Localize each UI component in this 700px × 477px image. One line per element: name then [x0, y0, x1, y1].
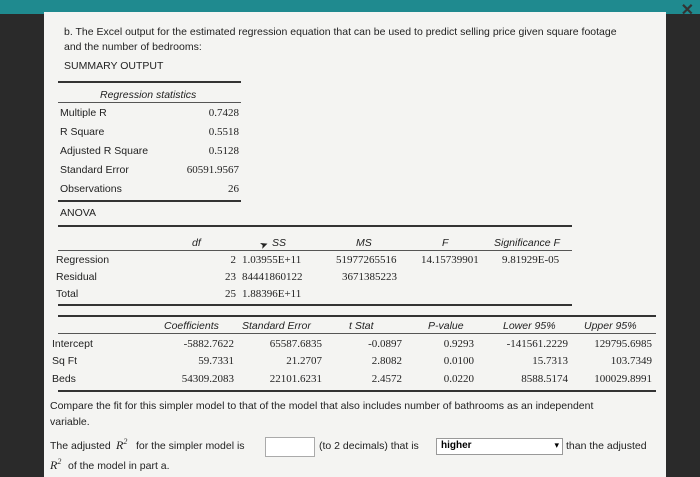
coef-header-lower: Lower 95% — [503, 320, 556, 332]
anova-header-ms: MS — [356, 237, 372, 249]
coef-pvalue: 0.0220 — [443, 373, 474, 385]
coef-row-label: Intercept — [52, 338, 93, 350]
coef-row-label: Beds — [52, 373, 76, 385]
anova-bottom-rule — [58, 304, 572, 306]
coef-header-coefficients: Coefficients — [164, 320, 219, 332]
anova-ms: 51977265516 — [336, 254, 397, 266]
anova-row-label: Total — [56, 288, 79, 300]
stat-value: 0.7428 — [208, 107, 239, 119]
anova-ms: 3671385223 — [342, 271, 397, 283]
prompt-line-2: and the number of bedrooms: — [64, 41, 202, 53]
anova-row-label: Residual — [56, 271, 97, 283]
anova-sig: 9.81929E-05 — [502, 254, 560, 266]
anova-header-df: df — [192, 237, 201, 249]
answer-prefix: The adjusted — [50, 440, 111, 452]
comparison-select-value: higher — [441, 440, 472, 451]
coef-tstat: -0.0897 — [368, 338, 402, 350]
coef-se: 65587.6835 — [269, 338, 322, 350]
answer-last-line: of the model in part a. — [68, 460, 170, 472]
anova-header-sig: Significance F — [494, 237, 560, 249]
coef-lower: -141561.2229 — [506, 338, 568, 350]
coef-upper: 100029.8991 — [594, 373, 652, 385]
anova-row-label: Regression — [56, 254, 110, 266]
coef-header-se: Standard Error — [242, 320, 311, 332]
compare-line-1: Compare the fit for this simpler model to that of the model that also includes number of bathrooms as an independent — [50, 400, 594, 412]
anova-df: 25 — [225, 288, 236, 300]
anova-f: 14.15739901 — [421, 254, 479, 266]
stats-top-rule — [58, 81, 241, 83]
coef-lower: 8588.5174 — [521, 373, 568, 385]
coef-se: 21.2707 — [286, 355, 322, 367]
stat-label: Adjusted R Square — [60, 145, 149, 157]
summary-output-label: SUMMARY OUTPUT — [64, 60, 164, 72]
anova-df: 2 — [230, 254, 236, 266]
anova-ss: 1.03955E+11 — [242, 254, 302, 266]
coef-pvalue: 0.0100 — [443, 355, 474, 367]
anova-top-rule — [58, 225, 572, 227]
close-icon[interactable]: ✕ — [680, 2, 694, 19]
anova-df: 23 — [225, 271, 236, 283]
coef-row-label: Sq Ft — [52, 355, 78, 367]
anova-header-ss: SS — [272, 237, 287, 249]
stat-label: R Square — [60, 126, 105, 138]
stat-value: 0.5128 — [208, 145, 239, 157]
anova-ss: 1.88396E+11 — [242, 288, 302, 300]
coef-tstat: 2.4572 — [371, 373, 402, 385]
stats-header-rule — [58, 102, 241, 103]
r2-symbol-2: $R^2$ — [50, 457, 62, 472]
adjusted-r2-input[interactable] — [265, 437, 315, 457]
stat-label: Multiple R — [60, 107, 107, 119]
anova-ss: 84441860122 — [242, 271, 303, 283]
stat-value: 60591.9567 — [186, 164, 239, 176]
answer-suffix: than the adjusted — [566, 440, 647, 452]
stats-header: Regression statistics — [100, 89, 197, 101]
r2-symbol: $R^2$ — [116, 437, 128, 452]
coef-value: 59.7331 — [198, 355, 234, 367]
comparison-select[interactable] — [436, 438, 563, 455]
coef-header-upper: Upper 95% — [584, 320, 637, 332]
coef-pvalue: 0.9293 — [443, 338, 474, 350]
coef-upper: 129795.6985 — [594, 338, 652, 350]
coef-se: 22101.6231 — [269, 373, 322, 385]
stats-bottom-rule — [58, 200, 241, 202]
coef-header-tstat: t Stat — [349, 320, 374, 332]
answer-mid-2: (to 2 decimals) that is — [319, 440, 419, 452]
stat-label: Observations — [60, 183, 122, 195]
compare-line-2: variable. — [50, 416, 90, 428]
coef-header-pvalue: P-value — [428, 320, 464, 332]
coef-value: 54309.2083 — [181, 373, 234, 385]
coef-lower: 15.7313 — [532, 355, 568, 367]
anova-label: ANOVA — [60, 207, 96, 219]
question-page — [44, 12, 666, 477]
stat-value: 0.5518 — [208, 126, 239, 138]
coef-upper: 103.7349 — [610, 355, 652, 367]
mouse-cursor-icon: ➤ — [258, 238, 271, 253]
prompt-line-1: b. The Excel output for the estimated regression equation that can be used to predict selling price given square footage — [64, 26, 617, 38]
coef-top-rule — [58, 315, 656, 317]
coef-header-rule — [58, 333, 656, 334]
chevron-down-icon: ▾ — [554, 440, 559, 450]
anova-header-f: F — [442, 237, 449, 249]
stat-value: 26 — [228, 183, 239, 195]
coef-tstat: 2.8082 — [371, 355, 402, 367]
coef-value: -5882.7622 — [183, 338, 234, 350]
coef-bottom-rule — [58, 390, 656, 392]
answer-mid-1: for the simpler model is — [136, 440, 245, 452]
anova-header-rule — [58, 250, 572, 251]
stat-label: Standard Error — [60, 164, 129, 176]
